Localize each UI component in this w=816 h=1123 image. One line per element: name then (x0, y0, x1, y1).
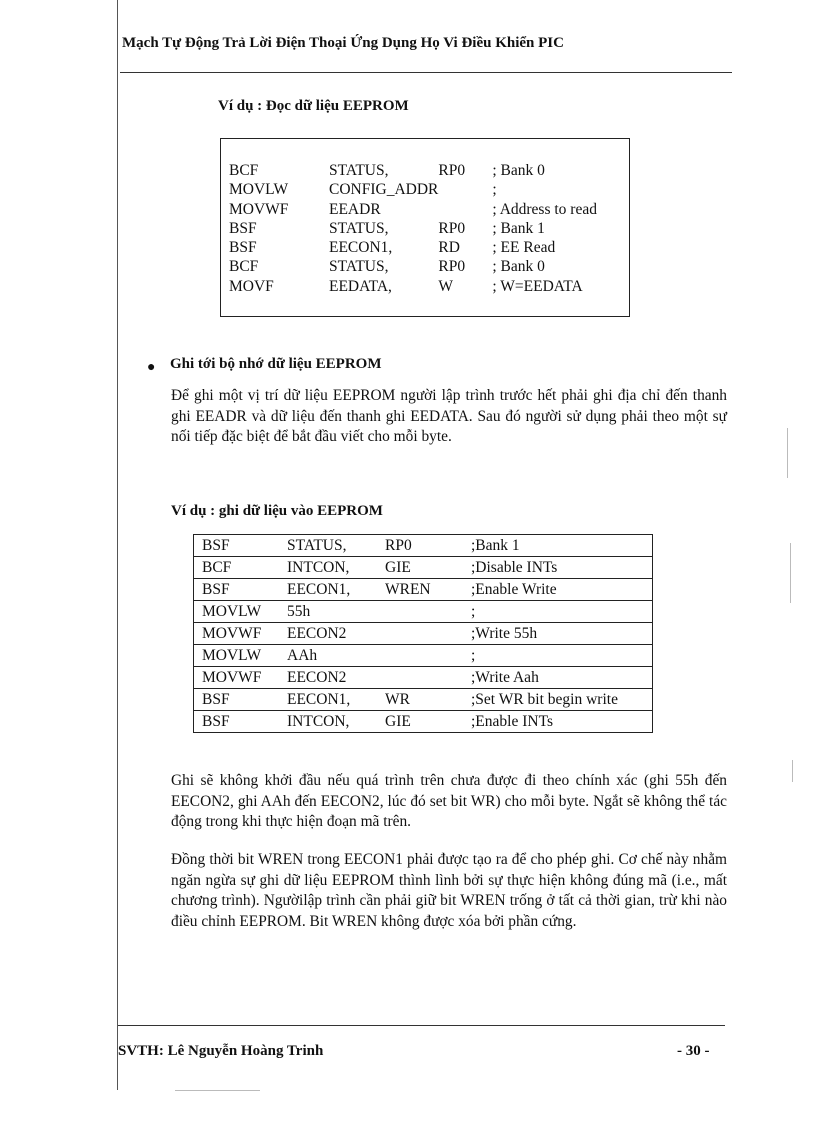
code-opcode: MOVWF (194, 667, 280, 689)
write-code-row (194, 623, 653, 645)
code-comment: ; EE Read (492, 239, 556, 257)
code-operand: 55h (279, 601, 377, 623)
code-opcode: BCF (229, 162, 259, 179)
read-example-title: Ví dụ : Đọc dữ liệu EEPROM (218, 98, 409, 114)
write-code-row (194, 667, 653, 689)
read-example-code-box (220, 138, 630, 317)
write-code-row (194, 601, 653, 623)
code-operand: STATUS, (329, 219, 389, 237)
code-operand (438, 200, 492, 219)
code-comment: ; Bank 0 (492, 162, 545, 179)
code-operand: RP0 (438, 219, 466, 237)
scan-mark (790, 543, 791, 603)
code-opcode: BCF (229, 258, 259, 276)
code-operand: EECON1, (279, 579, 377, 601)
footer-author: SVTH: Lê Nguyễn Hoàng Trinh (118, 1043, 324, 1059)
code-comment: ;Set WR bit begin write (463, 689, 653, 711)
code-opcode: MOVLW (229, 181, 289, 199)
write-code-row (194, 711, 653, 733)
code-operand: W (438, 277, 454, 295)
code-operand: STATUS, (329, 258, 389, 276)
header-divider (120, 72, 732, 73)
scan-mark (175, 1090, 260, 1091)
code-operand: EECON2 (279, 667, 377, 689)
write-code-row (194, 689, 653, 711)
code-operand: EECON1, (279, 689, 377, 711)
write-code-row (194, 557, 653, 579)
write-section-title: Ghi tới bộ nhớ dữ liệu EEPROM (170, 356, 382, 372)
read-code-row (229, 180, 597, 199)
code-operand: GIE (377, 711, 463, 733)
code-opcode: BSF (194, 711, 280, 733)
read-code-row (229, 277, 597, 296)
code-operand: STATUS, (329, 162, 389, 179)
write-code-row (194, 579, 653, 601)
code-operand: STATUS, (279, 535, 377, 557)
page-number: - 30 - (677, 1043, 710, 1059)
code-operand: INTCON, (279, 711, 377, 733)
read-example-code (229, 161, 597, 296)
code-operand: INTCON, (279, 557, 377, 579)
bullet-icon: ● (147, 360, 156, 375)
code-operand: CONFIG_ADDR (329, 181, 439, 199)
code-operand: RD (438, 239, 460, 257)
read-code-row (229, 200, 597, 219)
footer-divider (118, 1025, 725, 1026)
code-comment: ;Write Aah (463, 667, 653, 689)
write-code-row (194, 535, 653, 557)
code-operand: RP0 (438, 258, 466, 276)
code-operand: EEDATA, (329, 277, 392, 295)
code-comment: ; W=EEDATA (492, 277, 583, 295)
code-opcode: BSF (194, 579, 280, 601)
code-comment: ;Enable Write (463, 579, 653, 601)
code-operand (377, 667, 463, 689)
write-example-table (193, 534, 653, 733)
read-code-row (229, 257, 597, 276)
code-comment: ;Enable INTs (463, 711, 653, 733)
code-operand (377, 601, 463, 623)
code-operand: EECON1, (329, 239, 393, 257)
code-operand: WR (377, 689, 463, 711)
code-opcode: BSF (194, 535, 280, 557)
code-opcode: MOVWF (229, 200, 289, 218)
code-opcode: MOVLW (194, 601, 280, 623)
code-operand (377, 623, 463, 645)
code-comment: ; Bank 1 (492, 219, 545, 237)
scan-mark (792, 760, 793, 782)
code-comment: ; (463, 601, 653, 623)
code-comment: ;Bank 1 (463, 535, 653, 557)
page-header-title: Mạch Tự Động Trả Lời Điện Thoại Ứng Dụng Họ Vi Điều Khiển PIC (122, 35, 564, 51)
code-operand (438, 180, 492, 199)
scan-mark (787, 428, 788, 478)
code-operand: AAh (279, 645, 377, 667)
write-section-intro: Để ghi một vị trí dữ liệu EEPROM người lập trình trước hết phải ghi địa chỉ đến thanh ghi EEADR và dữ liệu đến thanh ghi EEDATA. Sau đó người sử dụng phải theo một sự nối tiếp đặc biệt để bắt đầu viết cho mỗi byte. (171, 387, 727, 445)
code-comment: ;Disable INTs (463, 557, 653, 579)
code-comment: ; Bank 0 (492, 258, 545, 276)
code-operand: GIE (377, 557, 463, 579)
read-code-row (229, 161, 597, 180)
code-opcode: MOVWF (194, 623, 280, 645)
read-code-row (229, 238, 597, 257)
code-operand (377, 645, 463, 667)
code-operand: EEADR (329, 200, 381, 218)
code-operand: WREN (377, 579, 463, 601)
write-code-row (194, 645, 653, 667)
binder-line (117, 0, 118, 1090)
code-operand: RP0 (377, 535, 463, 557)
code-comment: ; (463, 645, 653, 667)
code-opcode: BSF (194, 689, 280, 711)
code-comment: ; (492, 181, 497, 199)
code-opcode: MOVLW (194, 645, 280, 667)
code-opcode: BSF (229, 219, 257, 237)
code-comment: ; Address to read (492, 200, 597, 218)
paragraph-wren: Đồng thời bit WREN trong EECON1 phải được tạo ra để cho phép ghi. Cơ chế này nhằm ngăn ngừa sự ghi dữ liệu EEPROM thình lình bởi sự thực hiện không đúng mã (i.e., mất chương trình). Ngườilập trình cần phải giữ bit WREN trống ở tất cả thời gian, trừ khi nào điều chỉnh EEPROM. Bit WREN không được xóa bởi phần cứng. (171, 851, 727, 930)
paragraph-write-sequence: Ghi sẽ không khởi đầu nếu quá trình trên chưa được đi theo chính xác (ghi 55h đến EECON2, ghi AAh đến EECON2, lúc đó set bit WR) cho mỗi byte. Ngắt sẽ không thể tác động trong khi thực hiện đoạn mã trên. (171, 772, 727, 830)
code-opcode: BCF (194, 557, 280, 579)
code-opcode: MOVF (229, 277, 274, 295)
code-opcode: BSF (229, 239, 257, 257)
code-operand: EECON2 (279, 623, 377, 645)
read-code-row (229, 219, 597, 238)
write-example-title: Ví dụ : ghi dữ liệu vào EEPROM (171, 503, 383, 519)
code-comment: ;Write 55h (463, 623, 653, 645)
code-operand: RP0 (438, 162, 466, 179)
